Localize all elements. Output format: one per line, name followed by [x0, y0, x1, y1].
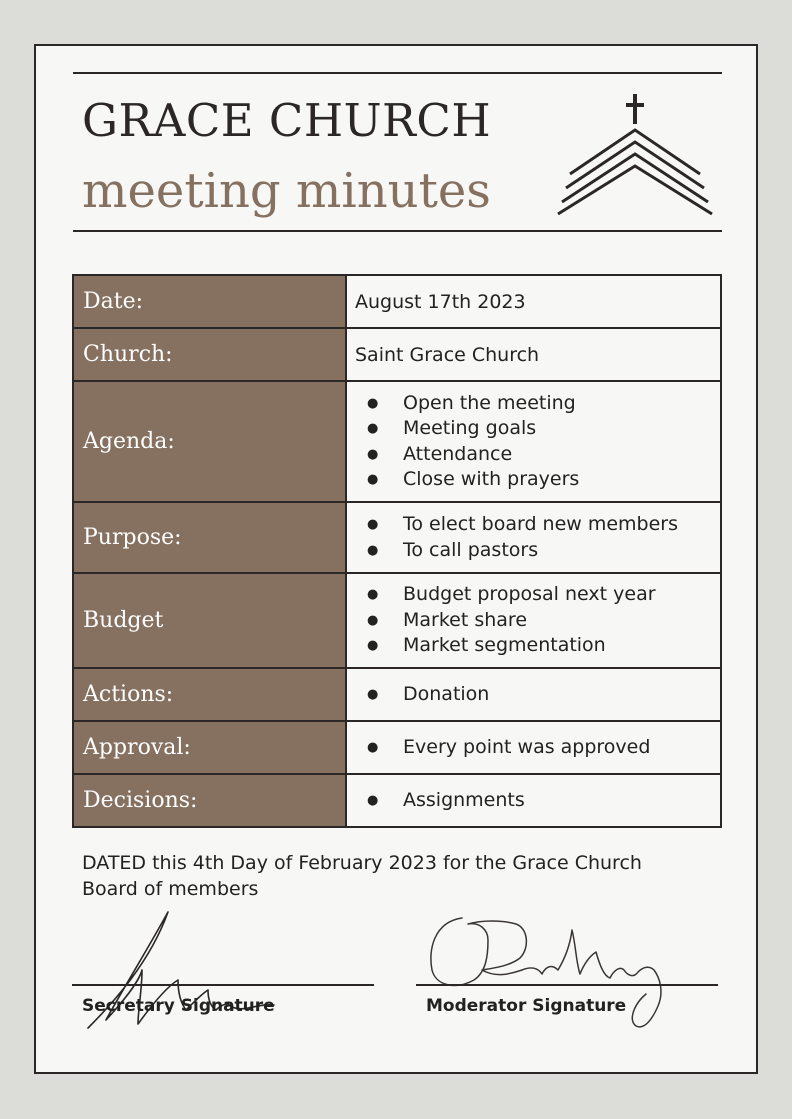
- agenda-list: [355, 386, 720, 498]
- approval-row: [73, 721, 721, 774]
- budget-row: [73, 573, 721, 668]
- document-subtitle: meeting minutes: [82, 163, 491, 219]
- date-row: [73, 275, 721, 328]
- dated-statement: DATED this 4th Day of February 2023 for the Grace Church Board of members: [82, 852, 642, 900]
- list-item: ● To elect board new members: [355, 512, 720, 538]
- budget-label: Budget: [73, 573, 346, 668]
- approval-label: Approval:: [73, 721, 346, 774]
- list-item: ● Market share: [355, 608, 720, 634]
- budget-list: [355, 577, 720, 664]
- agenda-value: [346, 381, 721, 502]
- list-item: ● Budget proposal next year: [355, 582, 720, 608]
- moderator-signature-scribble: [424, 912, 674, 1036]
- actions-list: [355, 677, 720, 713]
- list-item: ● Every point was approved: [355, 735, 720, 761]
- actions-label: Actions:: [73, 668, 346, 721]
- secretary-signature-line: [72, 984, 374, 986]
- list-item: ● Open the meeting: [355, 391, 720, 417]
- agenda-label: Agenda:: [73, 381, 346, 502]
- decisions-value: [346, 774, 721, 827]
- list-item: ● Close with prayers: [355, 467, 720, 493]
- actions-value: [346, 668, 721, 721]
- secretary-signature-scribble: [84, 906, 284, 1036]
- decisions-row: [73, 774, 721, 827]
- top-divider: [73, 72, 722, 74]
- church-row: [73, 328, 721, 381]
- decisions-list: [355, 783, 720, 819]
- agenda-row: [73, 381, 721, 502]
- list-item: ● Attendance: [355, 442, 720, 468]
- purpose-label: Purpose:: [73, 502, 346, 573]
- decisions-label: Decisions:: [73, 774, 346, 827]
- list-item: ● Donation: [355, 682, 720, 708]
- minutes-table: [72, 274, 722, 828]
- header-bottom-divider: [73, 230, 722, 232]
- secretary-signature-label: Secretary Signature: [82, 996, 275, 1016]
- church-roof-cross-icon: [556, 92, 716, 216]
- moderator-signature-label: Moderator Signature: [426, 996, 627, 1016]
- minutes-document: [34, 44, 758, 1074]
- approval-value: [346, 721, 721, 774]
- purpose-list: [355, 507, 720, 568]
- church-value: Saint Grace Church: [346, 328, 721, 381]
- date-value: August 17th 2023: [346, 275, 721, 328]
- list-item: ● Market segmentation: [355, 633, 720, 659]
- date-label: Date:: [73, 275, 346, 328]
- list-item: ● Meeting goals: [355, 416, 720, 442]
- list-item: ● To call pastors: [355, 538, 720, 564]
- list-item: ● Assignments: [355, 788, 720, 814]
- actions-row: [73, 668, 721, 721]
- purpose-row: [73, 502, 721, 573]
- budget-value: [346, 573, 721, 668]
- church-name-title: GRACE CHURCH: [82, 94, 492, 147]
- approval-list: [355, 730, 720, 766]
- purpose-value: [346, 502, 721, 573]
- church-label: Church:: [73, 328, 346, 381]
- moderator-signature-line: [416, 984, 718, 986]
